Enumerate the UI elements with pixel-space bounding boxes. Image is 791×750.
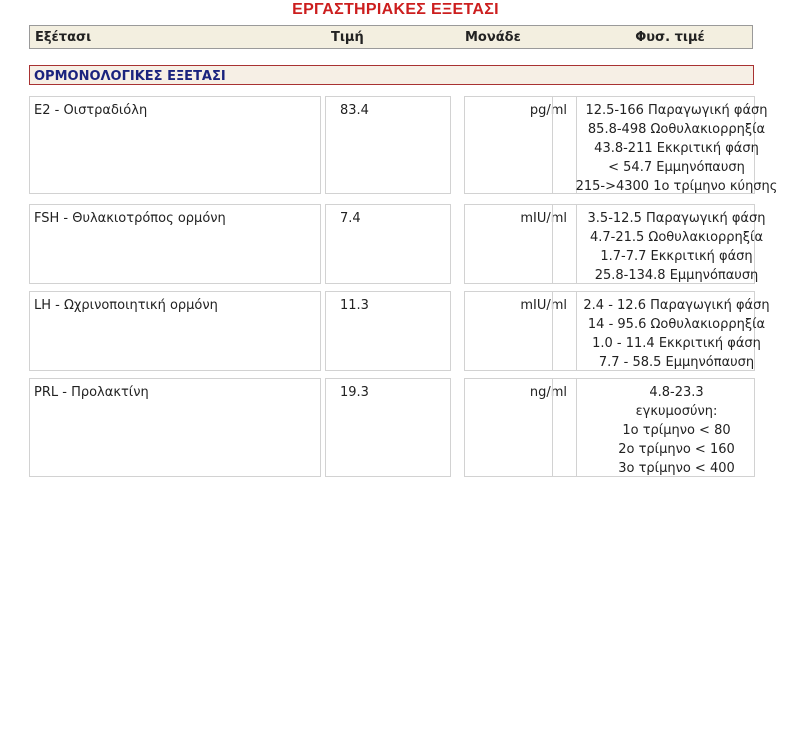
table-row [29, 96, 778, 194]
reference-line: 2ο τρίμηνο < 160 [618, 442, 735, 457]
reference-line: 2.4 - 12.6 Παραγωγική φάση [583, 298, 770, 313]
test-unit: pg/ml [464, 96, 577, 194]
reference-range [552, 378, 755, 477]
table-header [29, 25, 753, 49]
reference-line: 85.8-498 Ωοθυλακιορρηξία [587, 122, 766, 137]
header-test: Εξέτασι [35, 30, 92, 45]
test-unit: ng/ml [464, 378, 577, 477]
test-value: 83.4 [325, 96, 451, 194]
reference-line: 4.8-23.3 [649, 385, 704, 400]
table-row [29, 378, 755, 477]
reference-line: εγκυμοσύνη: [635, 404, 718, 419]
reference-line: 215->4300 1ο τρίμηνο κύησης [575, 179, 778, 194]
reference-line: < 54.7 Εμμηνόπαυση [608, 160, 745, 175]
reference-line: 1.0 - 11.4 Εκκριτική φάση [592, 336, 761, 351]
section-title: ΟΡΜΟΝΟΛΟΓΙΚΕΣ ΕΞΕΤΑΣΙ [29, 65, 754, 85]
test-unit: mIU/ml [464, 204, 577, 284]
reference-line: 25.8-134.8 Εμμηνόπαυση [594, 268, 759, 283]
reference-line: 7.7 - 58.5 Εμμηνόπαυση [598, 355, 755, 370]
reference-line: 3ο τρίμηνο < 400 [618, 461, 735, 476]
test-value: 11.3 [325, 291, 451, 371]
reference-line: 43.8-211 Εκκριτική φάση [594, 141, 759, 156]
reference-range [552, 96, 778, 194]
reference-line: 3.5-12.5 Παραγωγική φάση [587, 211, 766, 226]
test-name: FSH - Θυλακιοτρόπος ορμόνη [29, 204, 321, 284]
test-name: LH - Ωχρινοποιητική ορμόνη [29, 291, 321, 371]
reference-range [552, 291, 770, 371]
header-unit: Μονάδε [465, 30, 521, 45]
header-reference-range: Φυσ. τιμέ [635, 30, 705, 45]
test-unit: mIU/ml [464, 291, 577, 371]
header-value: Τιμή [331, 30, 364, 45]
test-value: 7.4 [325, 204, 451, 284]
reference-line: 4.7-21.5 Ωοθυλακιορρηξία [589, 230, 764, 245]
table-row [29, 291, 770, 371]
test-value: 19.3 [325, 378, 451, 477]
reference-line: 1.7-7.7 Εκκριτική φάση [600, 249, 753, 264]
reference-line: 1ο τρίμηνο < 80 [622, 423, 731, 438]
report-title: ΕΡΓΑΣΤΗΡΙΑΚΕΣ ΕΞΕΤΑΣΙ [292, 1, 499, 18]
reference-line: 12.5-166 Παραγωγική φάση [585, 103, 768, 118]
test-name: E2 - Οιστραδιόλη [29, 96, 321, 194]
reference-range [552, 204, 766, 284]
test-name: PRL - Προλακτίνη [29, 378, 321, 477]
table-row [29, 204, 766, 284]
reference-line: 14 - 95.6 Ωοθυλακιορρηξία [587, 317, 766, 332]
